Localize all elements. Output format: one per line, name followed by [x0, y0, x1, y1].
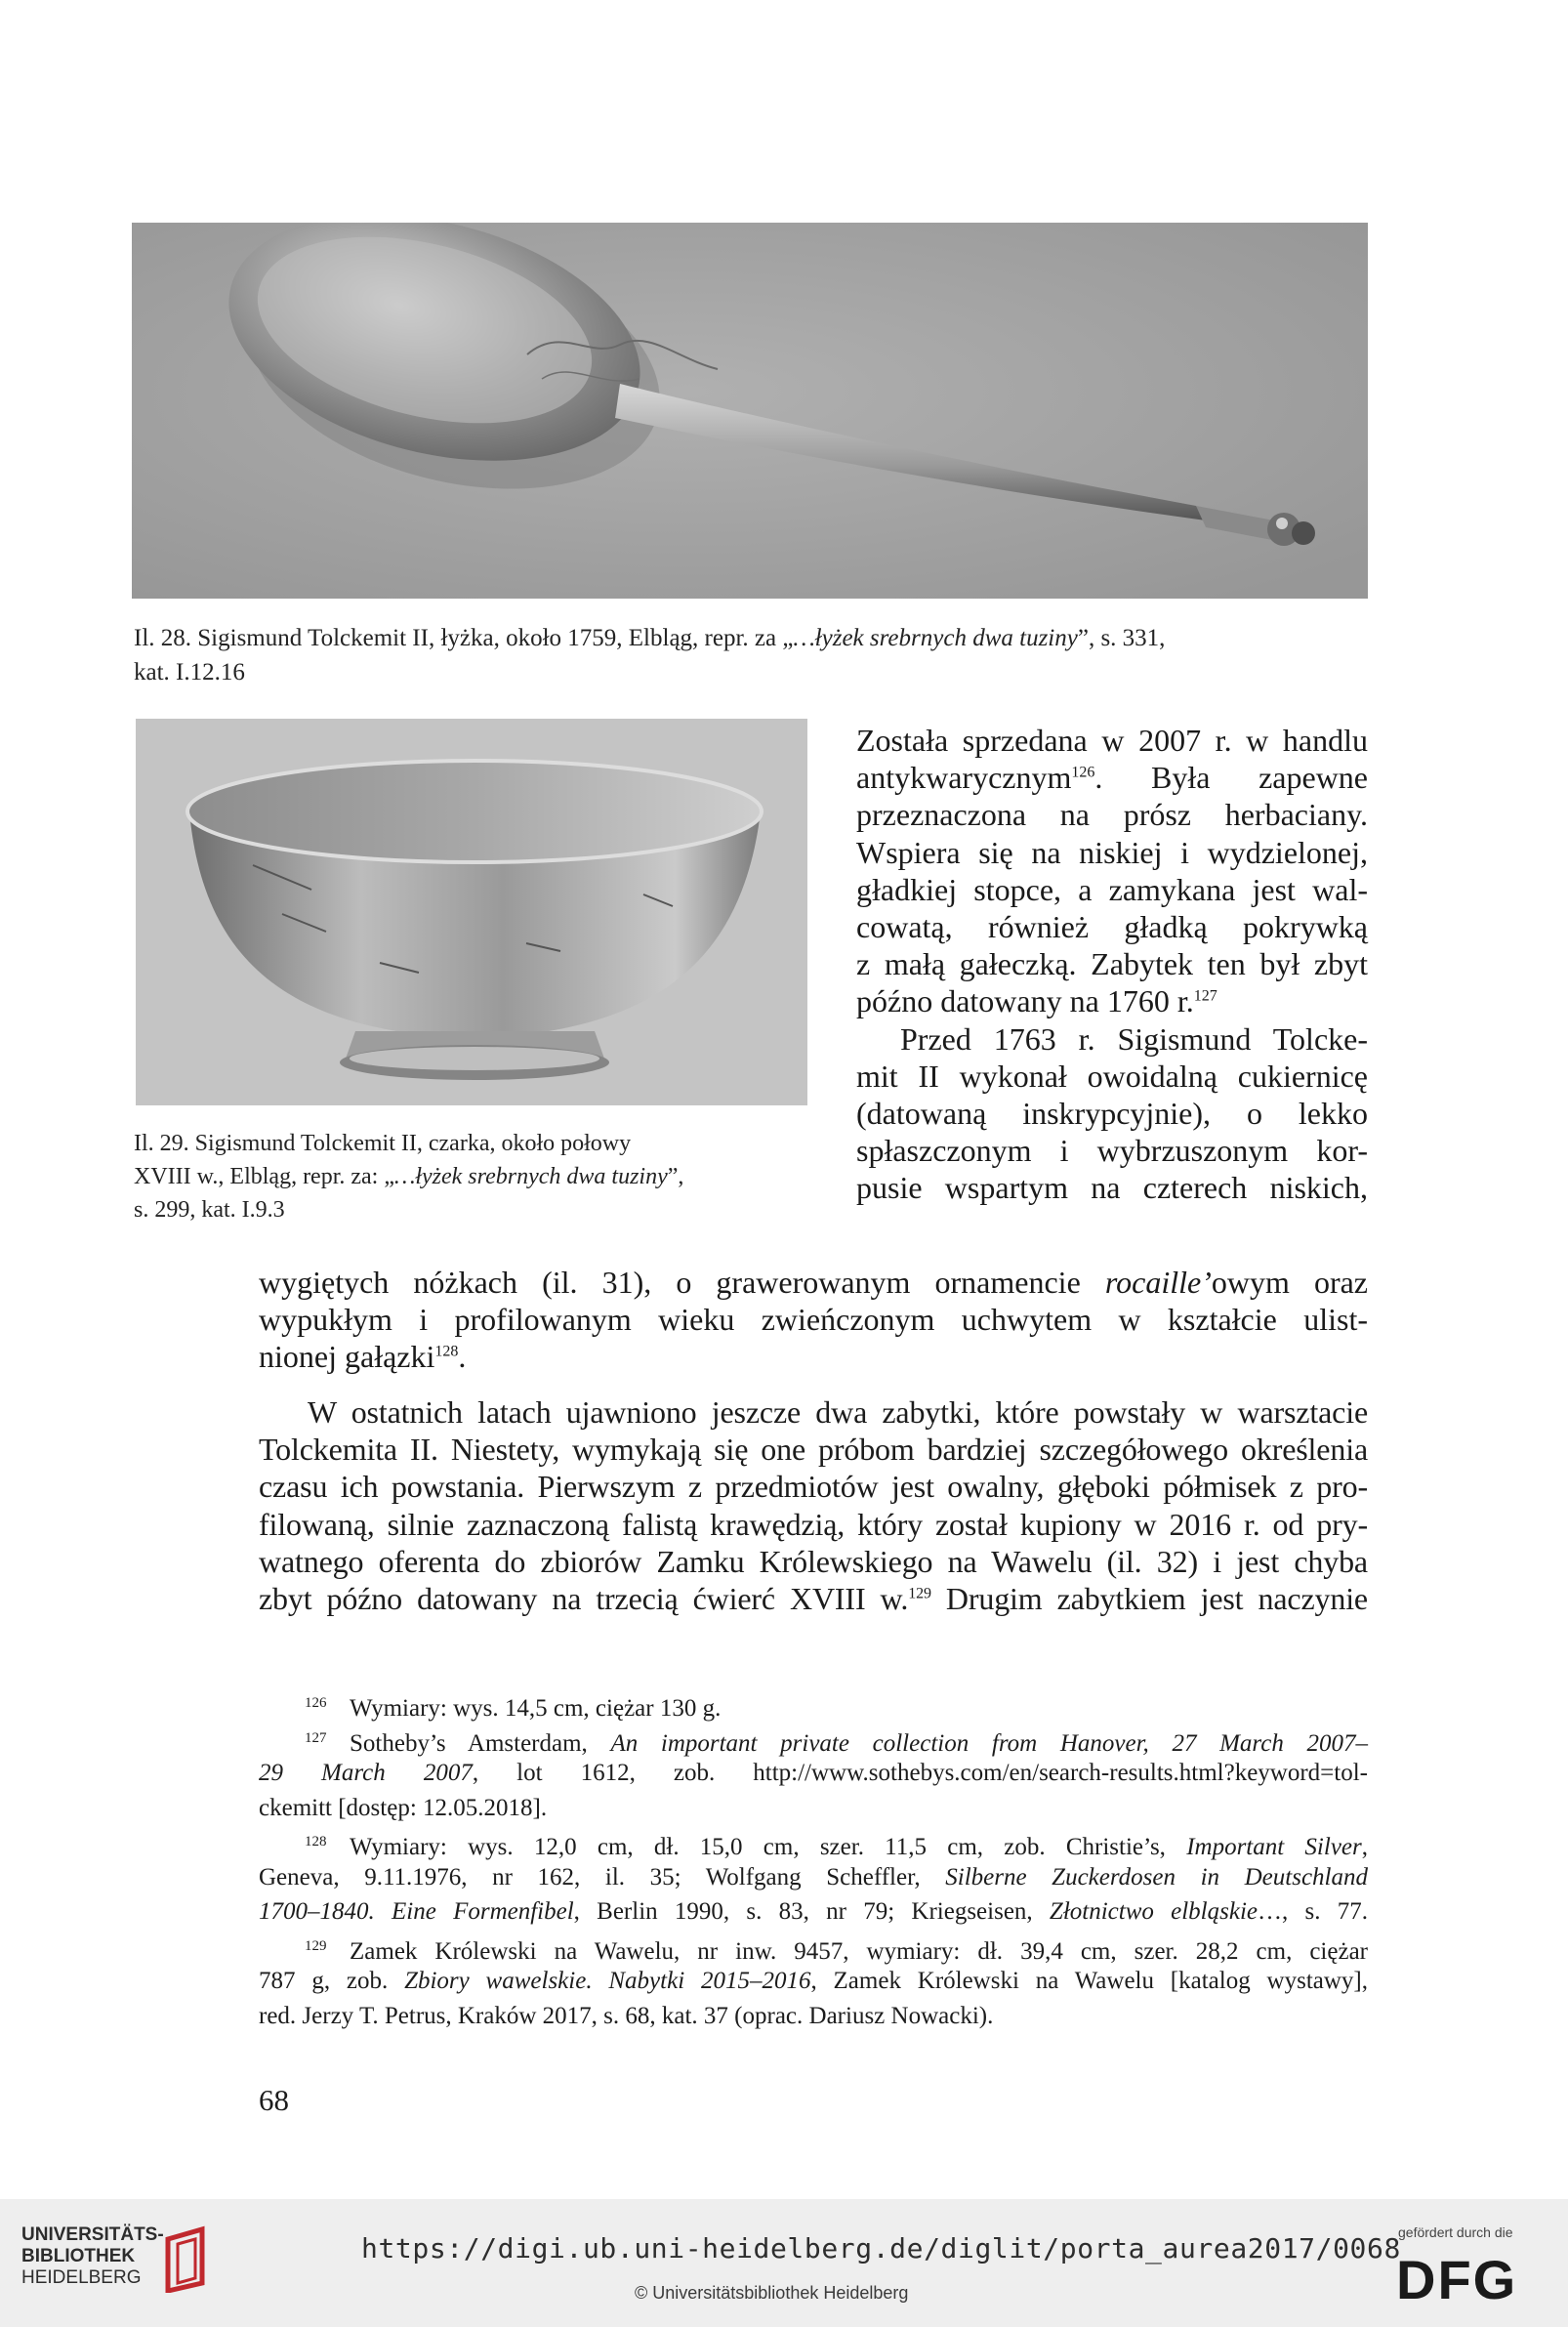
text-run: . Była zapewne — [1094, 760, 1368, 796]
text-line: z małą gałeczką. Zabytek ten był zbyt — [856, 946, 1368, 982]
figure-28-spoon-photo — [132, 223, 1368, 599]
text-line: W ostatnich latach ujawniono jeszcze dwa zabytki, które powstały w warsztacie — [308, 1394, 1368, 1430]
footnote-128 — [259, 1825, 1368, 1930]
footnote-text: , Zamek Królewski na Wawelu [katalog wystawy], — [810, 1968, 1368, 1994]
footnote-text: Wymiary: wys. 14,5 cm, ciężar 130 g. — [350, 1695, 722, 1722]
body-text-full-width — [259, 1264, 1368, 1376]
footnote-126 — [259, 1686, 1368, 1722]
text-run: późno datowany na 1760 r. — [856, 983, 1194, 1019]
footnote-127 — [259, 1722, 1368, 1826]
text-line — [856, 982, 1368, 1019]
footnote-text: Zamek Królewski na Wawelu, nr inw. 9457, wymiary: dł. 39,4 cm, szer. 28,2 cm, ciężar — [350, 1937, 1368, 1965]
library-name-line: HEIDELBERG — [21, 2267, 142, 2288]
footnote-italic: 29 March 2007 — [259, 1760, 473, 1786]
footnote-text: ckemitt [dostęp: 12.05.2018]. — [259, 1794, 548, 1821]
text-run: nionej gałązki — [259, 1339, 435, 1375]
footnote-number: 126 — [305, 1695, 327, 1711]
caption-text: ”, s. 331, — [1077, 625, 1166, 651]
text-line — [259, 1264, 1368, 1301]
figure-29-bowl-photo — [136, 719, 807, 1105]
footnote-text: Wymiary: wys. 12,0 cm, dł. 15,0 cm, szer. 11,5 cm, zob. Christie’s, — [350, 1834, 1187, 1860]
text-line — [259, 1338, 1368, 1375]
footnote-ref-126[interactable]: 126 — [1071, 764, 1095, 781]
footnote-text: , — [1361, 1834, 1368, 1860]
university-library-logo[interactable] — [21, 2224, 246, 2303]
text-line — [856, 759, 1368, 796]
footnote-italic: An important private collection from Hanover, 27 March 2007– — [610, 1729, 1368, 1757]
text-line: Została sprzedana w 2007 r. w handlu — [856, 723, 1368, 758]
caption-text: s. 299, kat. I.9.3 — [134, 1197, 285, 1223]
text-line: watnego oferenta do zbiorów Zamku Królewskiego na Wawelu (il. 32) i jest chyba — [259, 1543, 1368, 1579]
footnote-text: 787 g, zob. — [259, 1968, 405, 1994]
footnote-italic: Silberne Zuckerdosen in Deutschland — [945, 1863, 1368, 1891]
footnote-text: Geneva, 9.11.1976, nr 162, il. 35; Wolfgang Scheffler, — [259, 1863, 946, 1891]
dfg-funding-note: gefördert durch die — [1398, 2224, 1513, 2240]
text-run: owym oraz — [1211, 1265, 1369, 1300]
caption-text: Il. 28. Sigismund Tolckemit II, łyżka, około 1759, Elbląg, repr. za „ — [134, 625, 794, 651]
text-line: wypukłym i profilowanym wieku zwieńczonym uchwytem w kształcie ulist- — [259, 1302, 1368, 1338]
text-run: wygiętych nóżkach (il. 31), o grawerowanym ornamencie — [259, 1265, 1105, 1300]
text-line: Wspiera się na niskiej i wydzielonej, — [856, 834, 1368, 870]
text-line: Tolckemita II. Niestety, wymykają się one próbom bardziej szczegółowego określenia — [259, 1432, 1368, 1468]
text-line: czasu ich powstania. Pierwszym z przedmiotów jest owalny, głęboki półmisek z pro- — [259, 1469, 1368, 1505]
text-run: Drugim zabytkiem jest naczynie — [930, 1580, 1368, 1616]
footnote-italic: Important Silver — [1186, 1834, 1362, 1860]
caption-text: XVIII w., Elbląg, repr. za: „ — [134, 1164, 394, 1189]
text-line: pusie wspartym na czterech niskich, — [856, 1170, 1368, 1206]
footnote-ref-129[interactable]: 129 — [908, 1585, 931, 1602]
footnote-ref-127[interactable]: 127 — [1193, 987, 1217, 1005]
footnote-number: 129 — [305, 1937, 327, 1954]
caption-title: …łyżek srebrnych dwa tuziny — [793, 625, 1078, 651]
text-run: antykwarycznym — [856, 760, 1072, 796]
text-run-italic: rocaille’ — [1104, 1265, 1212, 1300]
text-line: filowaną, silnie zaznaczoną falistą krawędzią, który został kupiony w 2016 r. od pry- — [259, 1506, 1368, 1542]
footnote-link-text[interactable]: , lot 1612, zob. http://www.sothebys.com/en/search-results.html?keyword=tol- — [472, 1760, 1368, 1786]
library-emblem-icon — [158, 2224, 217, 2293]
document-url-link[interactable]: https://digi.ub.uni-heidelberg.de/diglit/porta_aurea2017/0068 — [361, 2232, 1401, 2265]
footnote-italic: 1700–1840. Eine Formenfibel — [259, 1898, 574, 1925]
text-run: zbyt późno datowany na trzecią ćwierć XVIII w. — [259, 1580, 909, 1616]
footnote-129 — [259, 1930, 1368, 2034]
caption-title: …łyżek srebrnych dwa tuziny — [394, 1164, 668, 1189]
text-line — [259, 1580, 1368, 1617]
footnote-italic: Złotnictwo elbląskie — [1049, 1898, 1258, 1925]
text-line: przeznaczona na prósz herbaciany. — [856, 797, 1368, 833]
footnote-text: red. Jerzy T. Petrus, Kraków 2017, s. 68, kat. 37 (oprac. Dariusz Nowacki). — [259, 2002, 994, 2029]
text-line: gładkiej stopce, a zamykana jest wal- — [856, 871, 1368, 907]
figure-29-caption — [134, 1127, 798, 1226]
caption-text: kat. I.12.16 — [134, 659, 245, 686]
caption-text: ”, — [667, 1164, 684, 1189]
caption-text: Il. 29. Sigismund Tolckemit II, czarka, około połowy — [134, 1131, 632, 1156]
text-line: Przed 1763 r. Sigismund Tolcke- — [900, 1020, 1368, 1057]
body-text-right-column — [856, 722, 1368, 1206]
library-name-line: UNIVERSITÄTS- — [21, 2224, 164, 2245]
footnotes — [259, 1686, 1368, 2033]
text-line: mit II wykonał owoidalną cukiernicę — [856, 1058, 1368, 1094]
text-run: . — [458, 1339, 467, 1375]
footnote-ref-128[interactable]: 128 — [434, 1343, 459, 1360]
footnote-text: Sotheby’s Amsterdam, — [350, 1729, 611, 1757]
footnote-italic: Zbiory wawelskie. Nabytki 2015–2016 — [404, 1968, 811, 1994]
footnote-number: 127 — [305, 1729, 327, 1746]
text-line: (datowaną inskrypcyjnie), o lekko — [856, 1095, 1368, 1131]
library-name-line: BIBLIOTHEK — [21, 2246, 136, 2266]
page-number: 68 — [259, 2083, 289, 2117]
footnote-text: , Berlin 1990, s. 83, nr 79; Kriegseisen, — [573, 1898, 1050, 1925]
footnote-number: 128 — [305, 1834, 327, 1849]
text-line: cowatą, również gładką pokrywką — [856, 908, 1368, 944]
text-line: spłaszczonym i wybrzuszonym kor- — [856, 1133, 1368, 1169]
figure-28-caption — [134, 621, 1369, 689]
copyright-notice: © Universitätsbibliothek Heidelberg — [635, 2283, 909, 2303]
footnote-text: …, s. 77. — [1258, 1898, 1368, 1925]
body-paragraph-2 — [259, 1393, 1368, 1617]
dfg-logo[interactable]: DFG — [1396, 2249, 1518, 2310]
